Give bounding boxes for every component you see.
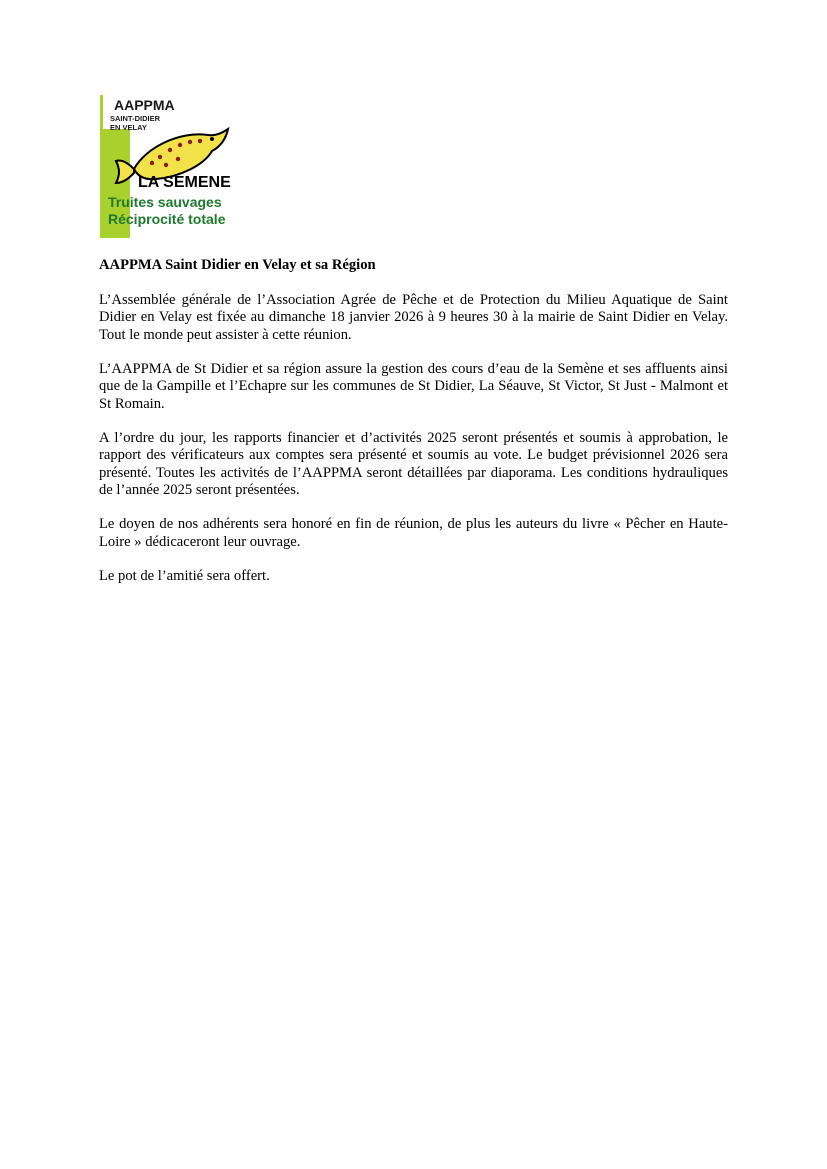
paragraph-closing: Le pot de l’amitié sera offert. [99, 567, 270, 584]
paragraph-agenda: A l’ordre du jour, les rapports financier et d’activités 2025 seront présentés et soumis à approbation, le rapport des vérificateurs aux comptes sera présenté et soumis au vote. Le budget prévisionnel 2026 sera présenté. Toutes les activités de l’AAPPMA seront détaillées par diaporama. Les conditions hydrauliques de l’année 2025 seront présentées. [99, 429, 728, 498]
document-heading: AAPPMA Saint Didier en Velay et sa Région [99, 257, 376, 273]
paragraph-honor: Le doyen de nos adhérents sera honoré en fin de réunion, de plus les auteurs du livre « Pêcher en Haute-Loire » dédicaceront leur ouvrage. [99, 516, 728, 550]
logo-tagline-1: Truites sauvages [108, 194, 222, 210]
paragraph-management: L’AAPPMA de St Didier et sa région assure la gestion des cours d’eau de la Semène et ses affluents ainsi que de la Gampille et l’Echapre sur les communes de St Didier, La Séauve, St Victor, St Just - Malmont et St Romain. [99, 360, 728, 412]
logo-river-name: LA SEMENE [138, 174, 231, 191]
fish-logo-image [100, 95, 243, 238]
paragraph-assembly-date: L’Assemblée générale de l’Association Agrée de Pêche et de Protection du Milieu Aquatique de Saint Didier en Velay est fixée au dimanche 18 janvier 2026 à 9 heures 30 à la mairie de Saint Didier en Velay. Tout le monde peut assister à cette réunion. [99, 291, 728, 343]
logo-title: AAPPMA [114, 97, 175, 113]
aappma-logo [100, 95, 243, 238]
logo-town-2: EN VELAY [110, 123, 147, 132]
logo-tagline-2: Réciprocité totale [108, 211, 226, 227]
document-body [99, 257, 728, 602]
logo-town: SAINT-DIDIER [110, 114, 161, 123]
